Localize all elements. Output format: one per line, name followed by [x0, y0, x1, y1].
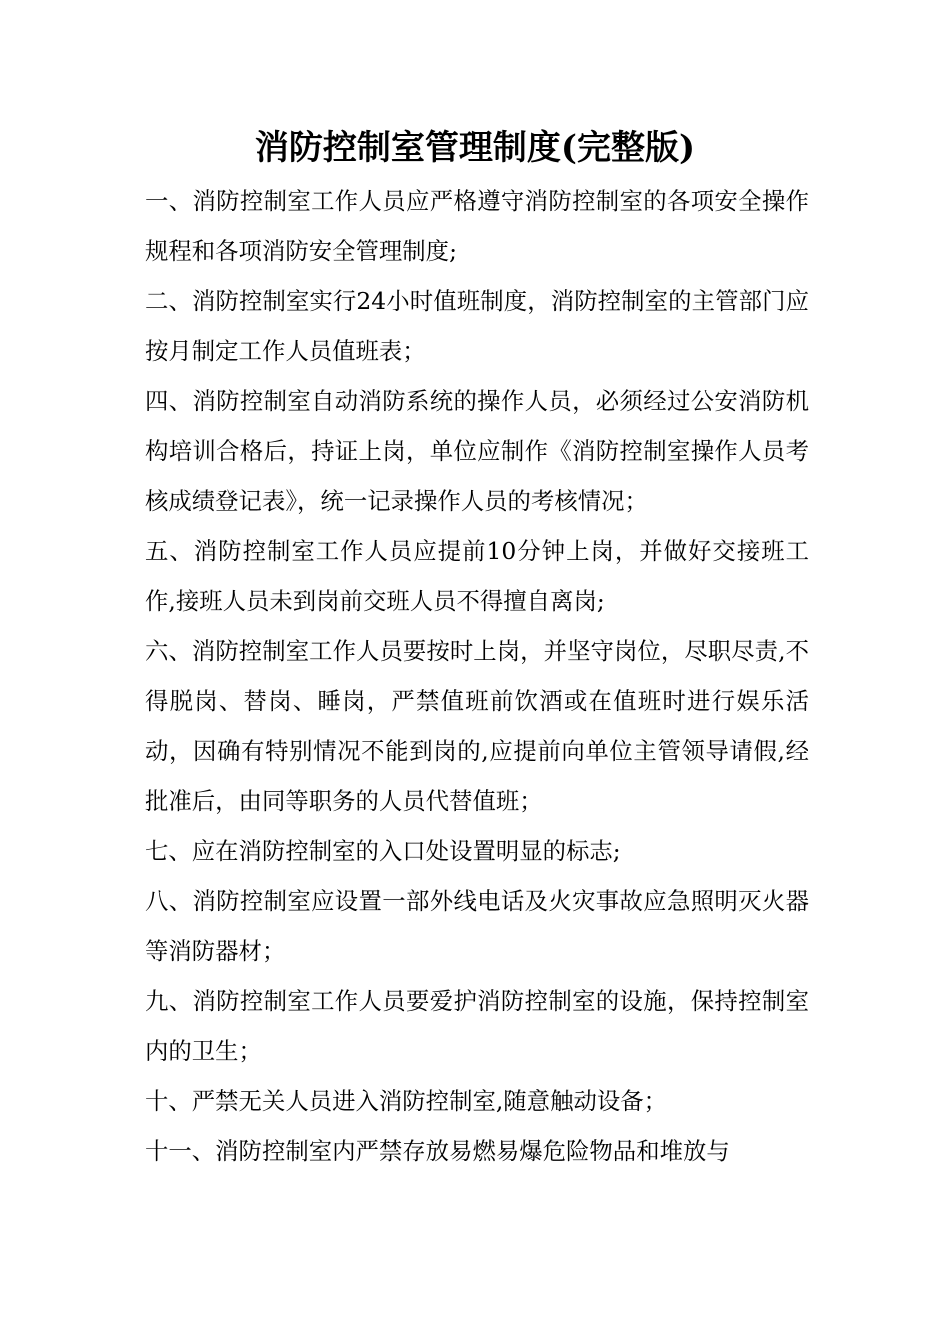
paragraph-item-8: 八、消防控制室应设置一部外线电话及火灾事故应急照明灭火器等消防器材；	[145, 887, 809, 965]
paragraph-item-6: 六、消防控制室工作人员要按时上岗，并坚守岗位，尽职尽责,不得脱岗、替岗、睡岗，严禁值班前饮酒或在值班时进行娱乐活动，因确有特别情况不能到岗的,应提前向单位主管领导请假,经批准后，由同等职务的人员代替值班；	[145, 637, 809, 815]
paragraph-item-11: 十一、消防控制室内严禁存放易燃易爆危险物品和堆放与	[145, 1137, 730, 1165]
document-body	[145, 176, 809, 1176]
document-title: 消防控制室管理制度(完整版)	[254, 128, 696, 168]
paragraph-item-9: 九、消防控制室工作人员要爱护消防控制室的设施，保持控制室内的卫生；	[145, 987, 809, 1065]
paragraph-item-10: 十、严禁无关人员进入消防控制室,随意触动设备；	[145, 1087, 668, 1115]
paragraph-item-4: 四、消防控制室自动消防系统的操作人员，必须经过公安消防机构培训合格后，持证上岗，单位应制作《消防控制室操作人员考核成绩登记表》，统一记录操作人员的考核情况；	[145, 387, 809, 515]
paragraph-item-7: 七、应在消防控制室的入口处设置明显的标志;	[145, 837, 621, 865]
paragraph-item-1: 一、消防控制室工作人员应严格遵守消防控制室的各项安全操作规程和各项消防安全管理制度;	[145, 187, 809, 265]
paragraph-item-2: 二、消防控制室实行24小时值班制度，消防控制室的主管部门应按月制定工作人员值班表；	[145, 287, 809, 365]
paragraph-item-5: 五、消防控制室工作人员应提前10分钟上岗，并做好交接班工作,接班人员未到岗前交班人员不得擅自离岗;	[145, 537, 809, 615]
